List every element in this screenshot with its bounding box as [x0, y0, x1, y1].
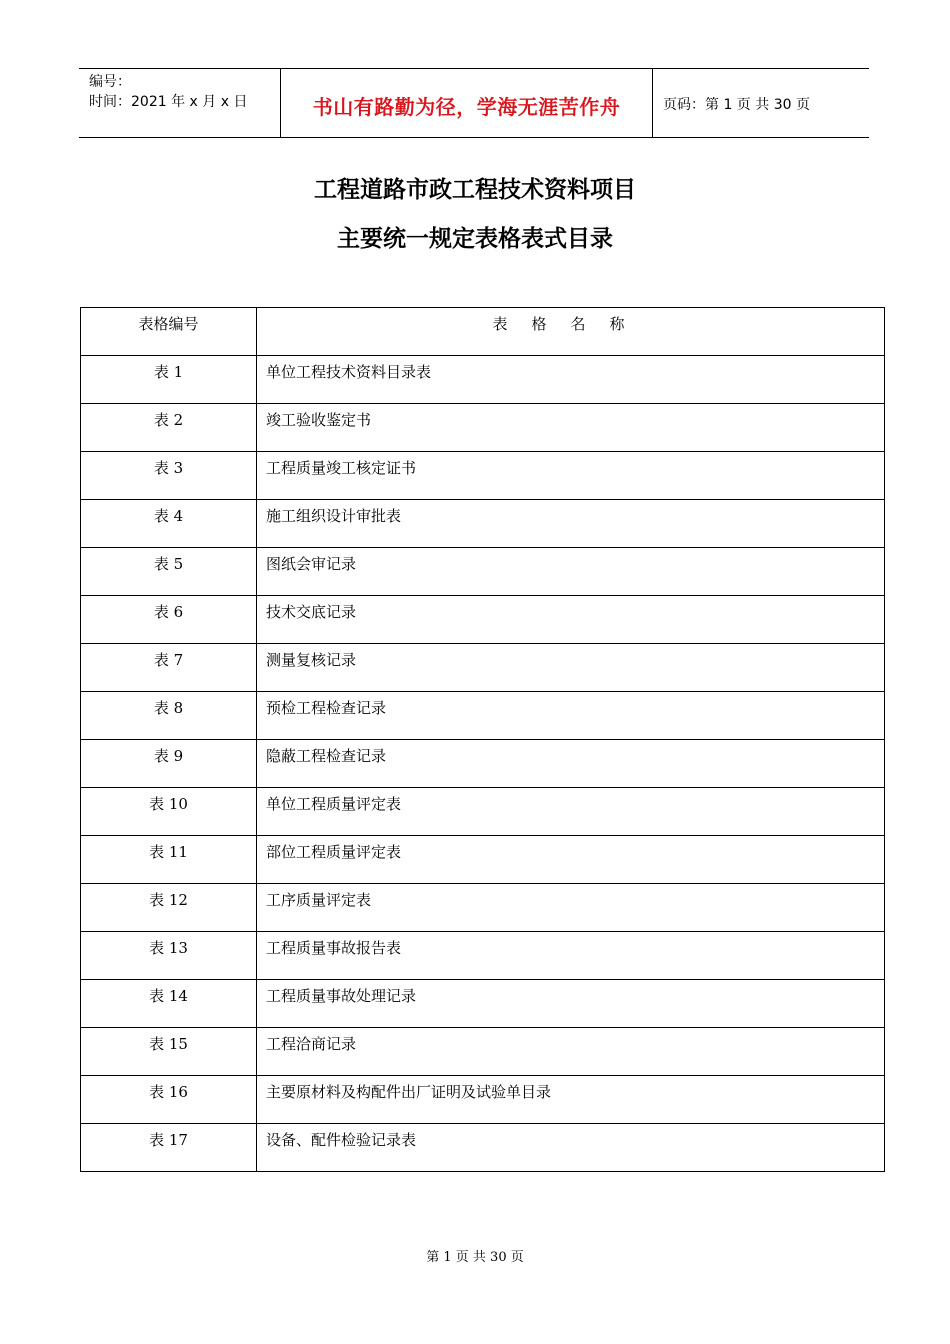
document-header	[79, 68, 869, 138]
form-name-cell: 隐蔽工程检查记录	[257, 740, 885, 788]
form-number-cell: 表 14	[81, 980, 257, 1028]
form-name-cell: 工程质量事故处理记录	[257, 980, 885, 1028]
form-name-cell: 单位工程技术资料目录表	[257, 356, 885, 404]
table-row	[81, 884, 885, 932]
table-row	[81, 788, 885, 836]
column-header-name: 表格名称	[257, 308, 885, 356]
column-header-number: 表格编号	[81, 308, 257, 356]
form-number-cell: 表 11	[81, 836, 257, 884]
form-number-cell: 表 8	[81, 692, 257, 740]
form-number-cell: 表 7	[81, 644, 257, 692]
form-name-cell: 测量复核记录	[257, 644, 885, 692]
form-name-cell: 工程质量竣工核定证书	[257, 452, 885, 500]
motto: 书山有路勤为径，学海无涯苦作舟	[312, 94, 621, 119]
form-name-cell: 技术交底记录	[257, 596, 885, 644]
form-name-cell: 工程洽商记录	[257, 1028, 885, 1076]
document-title-line1: 工程道路市政工程技术资料项目	[314, 177, 636, 203]
table-row	[81, 500, 885, 548]
table-row	[81, 596, 885, 644]
form-number-cell: 表 9	[81, 740, 257, 788]
form-name-cell: 单位工程质量评定表	[257, 788, 885, 836]
form-name-cell: 工程质量事故报告表	[257, 932, 885, 980]
table-row	[81, 404, 885, 452]
form-number-cell: 表 10	[81, 788, 257, 836]
form-name-cell: 部位工程质量评定表	[257, 836, 885, 884]
header-meta	[79, 69, 280, 137]
form-number-cell: 表 6	[81, 596, 257, 644]
table-row	[81, 452, 885, 500]
table-row	[81, 932, 885, 980]
form-name-cell: 主要原材料及构配件出厂证明及试验单目录	[257, 1076, 885, 1124]
table-row	[81, 1124, 885, 1172]
table-header-row	[81, 308, 885, 356]
page-footer: 第 1 页 共 30 页	[426, 1250, 524, 1265]
forms-index-table	[80, 307, 885, 1172]
table-row	[81, 836, 885, 884]
table-row	[81, 356, 885, 404]
form-name-cell: 工序质量评定表	[257, 884, 885, 932]
form-number-cell: 表 16	[81, 1076, 257, 1124]
form-name-cell: 施工组织设计审批表	[257, 500, 885, 548]
form-number-cell: 表 4	[81, 500, 257, 548]
form-number-cell: 表 2	[81, 404, 257, 452]
table-row	[81, 692, 885, 740]
form-number-cell: 表 5	[81, 548, 257, 596]
table-row	[81, 548, 885, 596]
form-number-cell: 表 13	[81, 932, 257, 980]
table-row	[81, 980, 885, 1028]
form-name-cell: 设备、配件检验记录表	[257, 1124, 885, 1172]
table-row	[81, 1028, 885, 1076]
form-number-cell: 表 15	[81, 1028, 257, 1076]
form-number-cell: 表 1	[81, 356, 257, 404]
form-name-cell: 竣工验收鉴定书	[257, 404, 885, 452]
form-name-cell: 图纸会审记录	[257, 548, 885, 596]
document-title-line2: 主要统一规定表格表式目录	[337, 226, 613, 252]
table-row	[81, 1076, 885, 1124]
form-number-cell: 表 12	[81, 884, 257, 932]
header-page-info: 页码：第 1 页 共 30 页	[663, 97, 810, 113]
form-number-cell: 表 3	[81, 452, 257, 500]
number-label: 编号：	[89, 74, 131, 90]
table-row	[81, 740, 885, 788]
form-name-cell: 预检工程检查记录	[257, 692, 885, 740]
header-motto-cell	[280, 69, 653, 137]
time-label: 时间：2021 年 x 月 x 日	[89, 94, 248, 110]
form-number-cell: 表 17	[81, 1124, 257, 1172]
table-row	[81, 644, 885, 692]
